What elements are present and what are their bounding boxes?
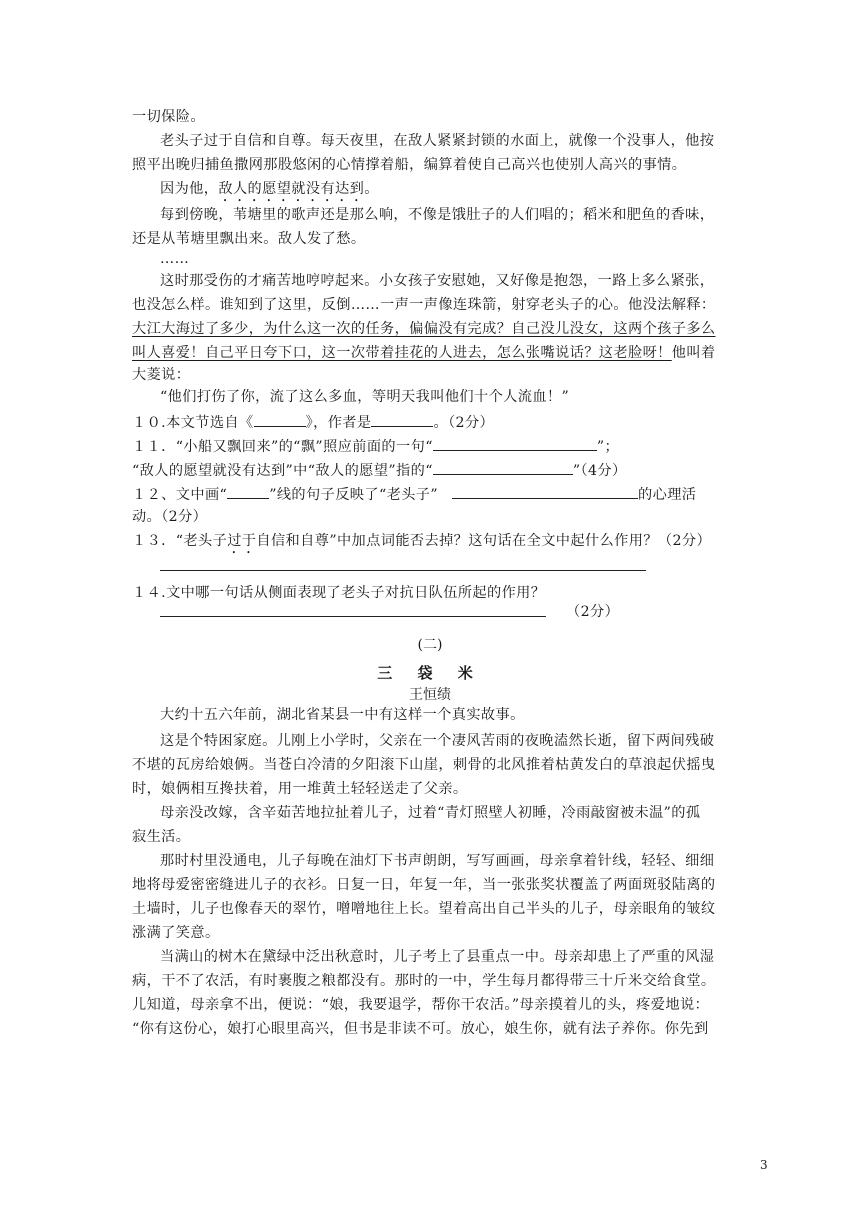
paragraph-line: 病，干不了农活，有时裹腹之粮都没有。那时的一中，学生每月都得带三十斤米交给食堂。 (132, 973, 716, 989)
question-text: 。（2分） (433, 415, 495, 431)
text-line (132, 344, 732, 362)
underlined-sentence: 大江大海过了多少，为什么这一次的任务，偏偏没有完成？自己没儿没女，这两个孩子多么 (132, 321, 716, 337)
text-span: 。 (364, 181, 379, 197)
paragraph-line: 母亲没改嫁，含辛茹苦地拉扯着儿子，过着“青灯照壁人初睡，冷雨敲窗被未温”的孤 (160, 805, 701, 821)
text-line: 每到傍晚，苇塘里的歌声还是那么响，不像是饿肚子的人们唱的；稻米和肥鱼的香味， (160, 207, 715, 223)
answer-line[interactable] (160, 616, 546, 617)
article-author: 王恒绩 (409, 686, 451, 702)
question-text: 》，作者是 (305, 415, 372, 431)
question-10 (132, 412, 732, 432)
text-line (160, 180, 760, 205)
paragraph-line: 涨满了笑意。 (132, 925, 220, 941)
paragraph-line: 不堪的瓦房给娘俩。当苍白冷清的夕阳滚下山崖，刺骨的北风推着枯黄发白的草浪起伏摇曳 (132, 757, 716, 773)
answer-line[interactable] (160, 570, 646, 571)
question-14: １４.文中哪一句话从侧面表现了老头子对抗日队伍所起的作用？ (132, 585, 546, 601)
question-13 (132, 532, 732, 557)
dotted-word: 过于 (227, 533, 257, 549)
question-text: “敌人的愿望就没有达到”中“敌人的愿望”指的“ (132, 463, 433, 479)
text-line: …… (160, 251, 190, 267)
paragraph-line: 土墙时，儿子也像春天的翠竹，噌噌地往上长。望着高出自己半头的儿子，母亲眼角的皱纹 (132, 901, 716, 917)
question-text: １３．“老头子 (132, 533, 228, 549)
question-11 (132, 436, 732, 456)
answer-blank[interactable] (371, 412, 433, 427)
question-text: １０.本文节选自《 (132, 415, 254, 431)
text-line: 照平出晚归捕鱼撒网那股悠闲的心情撑着船，编算着使自己高兴也使别人高兴的事情。 (132, 157, 687, 173)
text-line: 还是从苇塘里飘出来。敌人发了愁。 (132, 231, 366, 247)
underlined-sentence: 叫人喜爱！自己平日夸下口，这一次带着挂花的人进去，怎么张嘴说话？这老脸呀！ (132, 345, 672, 361)
question-text: ”（4分） (572, 463, 627, 479)
paragraph-line: 地将母爱密密缝进儿子的衣衫。日复一日，年复一年，当一张张奖状覆盖了两面斑驳陆离的 (132, 877, 716, 893)
text-line: “他们打伤了你，流了这么多血，等明天我叫他们十个人流血！” (160, 389, 570, 405)
question-text: 的心理活 (638, 487, 697, 503)
question-text: １２、文中画“ (132, 487, 228, 503)
question-text: ”； (596, 439, 620, 455)
paragraph-line: “你有这份心，娘打心眼里高兴，但书是非读不可。放心，娘生你，就有法子养你。你先到 (132, 1021, 709, 1037)
question-12 (132, 484, 732, 504)
answer-blank[interactable] (452, 484, 638, 499)
text-line: 也没怎么样。谁知到了这里，反倒……一声一声像连珠箭，射穿老头子的心。他没法解释： (132, 297, 716, 313)
paragraph-line: 那时村里没通电，儿子每晚在油灯下书声朗朗，写写画画，母亲拿着针线，轻轻、细细 (160, 853, 715, 869)
paragraph-line: 这是个特困家庭。儿刚上小学时，父亲在一个凄风苦雨的夜晚溘然长逝，留下两间残破 (160, 733, 715, 749)
text-line: 一切保险。 (132, 109, 205, 125)
question-11-part2 (132, 460, 732, 480)
answer-blank[interactable] (433, 436, 597, 451)
paragraph-line: 寂生活。 (132, 829, 191, 845)
text-span: 他叫着 (671, 345, 716, 361)
text-line: 老头子过于自信和自尊。每天夜里，在敌人紧紧封锁的水面上，就像一个没事人，他按 (160, 133, 715, 149)
answer-blank[interactable] (227, 484, 269, 499)
paragraph-line: 当满山的树木在黛绿中泛出秋意时，儿子考上了县重点一中。母亲却患上了严重的风湿 (160, 949, 715, 965)
answer-blank[interactable] (433, 460, 573, 475)
question-text: 自信和自尊”中加点词能否去掉？这句话在全文中起什么作用？（2分） (256, 533, 712, 549)
question-score: （2分） (566, 604, 620, 620)
text-line: 大菱说： (132, 367, 191, 383)
paragraph-line: 时，娘俩相互搀扶着，用一堆黄土轻轻送走了父亲。 (132, 781, 468, 797)
section-number: (二) (417, 637, 443, 653)
question-text: １１．“小船又飘回来”的“飘”照应前面的一句“ (132, 439, 433, 455)
question-12-part2: 动。（2分） (132, 509, 208, 525)
answer-blank[interactable] (254, 412, 306, 427)
question-text: ”线的句子反映了“老头子” (269, 487, 439, 503)
paragraph-line: 儿知道，母亲拿不出，便说：“娘，我要退学，帮你干农活。”母亲摸着儿的头，疼爱地说： (132, 997, 710, 1013)
article-title: 三 袋 米 (377, 664, 483, 682)
dotted-phrase: 敌人的愿望就没有达到 (218, 181, 365, 197)
paragraph-line: 大约十五六年前，湖北省某县一中有这样一个真实故事。 (160, 707, 525, 723)
page-number: 3 (760, 1158, 768, 1172)
text-span: 因为他， (160, 181, 219, 197)
text-line: 这时那受伤的才痛苦地哼哼起来。小女孩子安慰她，又好像是抱怨，一路上多么紧张， (160, 273, 715, 289)
